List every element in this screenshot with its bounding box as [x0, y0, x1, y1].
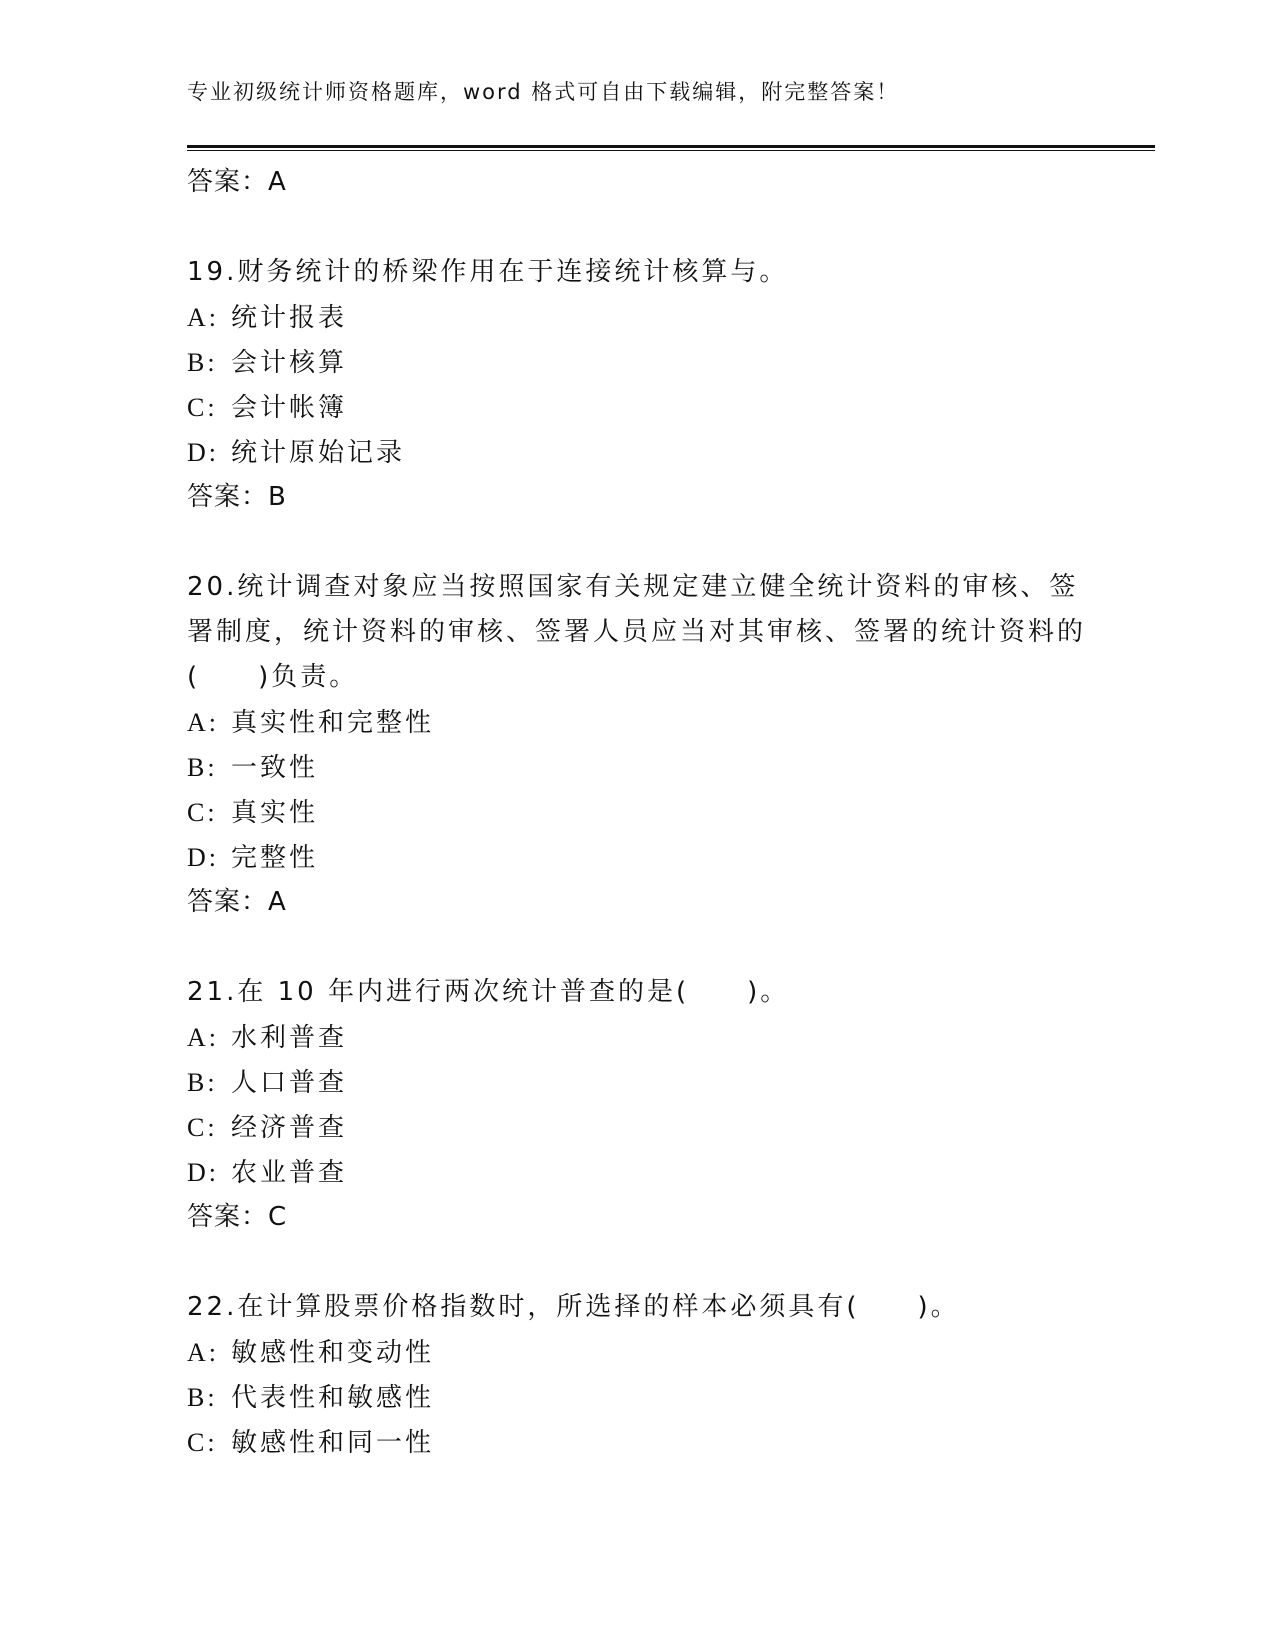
option: [187, 1105, 1087, 1150]
option-letter: C:: [187, 393, 218, 422]
option-text: 敏感性和变动性: [231, 1338, 435, 1368]
question-answer: [187, 880, 1087, 925]
option-letter: C:: [187, 1428, 218, 1457]
option-text: 经济普查: [231, 1113, 348, 1143]
option: [187, 700, 1087, 745]
option: [187, 1375, 1087, 1420]
option-letter: B:: [187, 1068, 218, 1097]
option-text: 一致性: [231, 753, 319, 783]
answer-prefix: 答案：: [187, 1202, 269, 1232]
answer-value: C: [268, 1202, 288, 1232]
option-letter: C:: [187, 798, 218, 827]
option-text: 会计核算: [231, 348, 348, 378]
option: [187, 1060, 1087, 1105]
option: [187, 1150, 1087, 1195]
header-rule-thin: [187, 150, 1155, 151]
option-letter: C:: [187, 1113, 218, 1142]
option-text: 统计原始记录: [231, 438, 406, 468]
option: [187, 430, 1087, 475]
option-text: 农业普查: [231, 1158, 348, 1188]
option: [187, 1015, 1087, 1060]
option-text: 真实性和完整性: [231, 708, 435, 738]
option-text: 会计帐簿: [231, 393, 348, 423]
answer-prefix: 答案：: [187, 167, 269, 197]
option-letter: B:: [187, 1383, 218, 1412]
option: [187, 1420, 1087, 1465]
option: [187, 340, 1087, 385]
option-letter: D:: [187, 438, 219, 467]
answer-value: A: [268, 167, 287, 197]
previous-answer: [187, 160, 1087, 205]
header-rule-thick: [187, 145, 1155, 148]
question-stem: 22.在计算股票价格指数时，所选择的样本必须具有( )。: [187, 1292, 960, 1322]
answer-value: A: [268, 887, 287, 917]
option-letter: A:: [187, 708, 219, 737]
option-letter: D:: [187, 1158, 219, 1187]
option: [187, 835, 1087, 880]
page-header: 专业初级统计师资格题库，word 格式可自由下载编辑，附完整答案！: [187, 80, 900, 104]
option-letter: A:: [187, 303, 219, 332]
option: [187, 745, 1087, 790]
option-text: 统计报表: [231, 303, 348, 333]
question-list: [187, 160, 1087, 1465]
question-answer: [187, 1195, 1087, 1240]
option-text: 完整性: [231, 843, 319, 873]
option-text: 代表性和敏感性: [231, 1383, 435, 1413]
option: [187, 385, 1087, 430]
option: [187, 295, 1087, 340]
option-text: 水利普查: [231, 1023, 348, 1053]
answer-prefix: 答案：: [187, 887, 269, 917]
option-letter: A:: [187, 1023, 219, 1052]
option-letter: B:: [187, 348, 218, 377]
option-text: 真实性: [231, 798, 319, 828]
option-letter: B:: [187, 753, 218, 782]
question-stem: 19.财务统计的桥梁作用在于连接统计核算与。: [187, 257, 789, 287]
question-answer: [187, 475, 1087, 520]
answer-prefix: 答案：: [187, 482, 269, 512]
question-stem: 20.统计调查对象应当按照国家有关规定建立健全统计资料的审核、签署制度，统计资料的审核、签署人员应当对其审核、签署的统计资料的( )负责。: [187, 572, 1087, 692]
question-stem: 21.在 10 年内进行两次统计普查的是( )。: [187, 977, 790, 1007]
option-text: 人口普查: [231, 1068, 348, 1098]
option: [187, 790, 1087, 835]
option-text: 敏感性和同一性: [231, 1428, 435, 1458]
option: [187, 1330, 1087, 1375]
option-letter: A:: [187, 1338, 219, 1367]
option-letter: D:: [187, 843, 219, 872]
answer-value: B: [268, 482, 287, 512]
